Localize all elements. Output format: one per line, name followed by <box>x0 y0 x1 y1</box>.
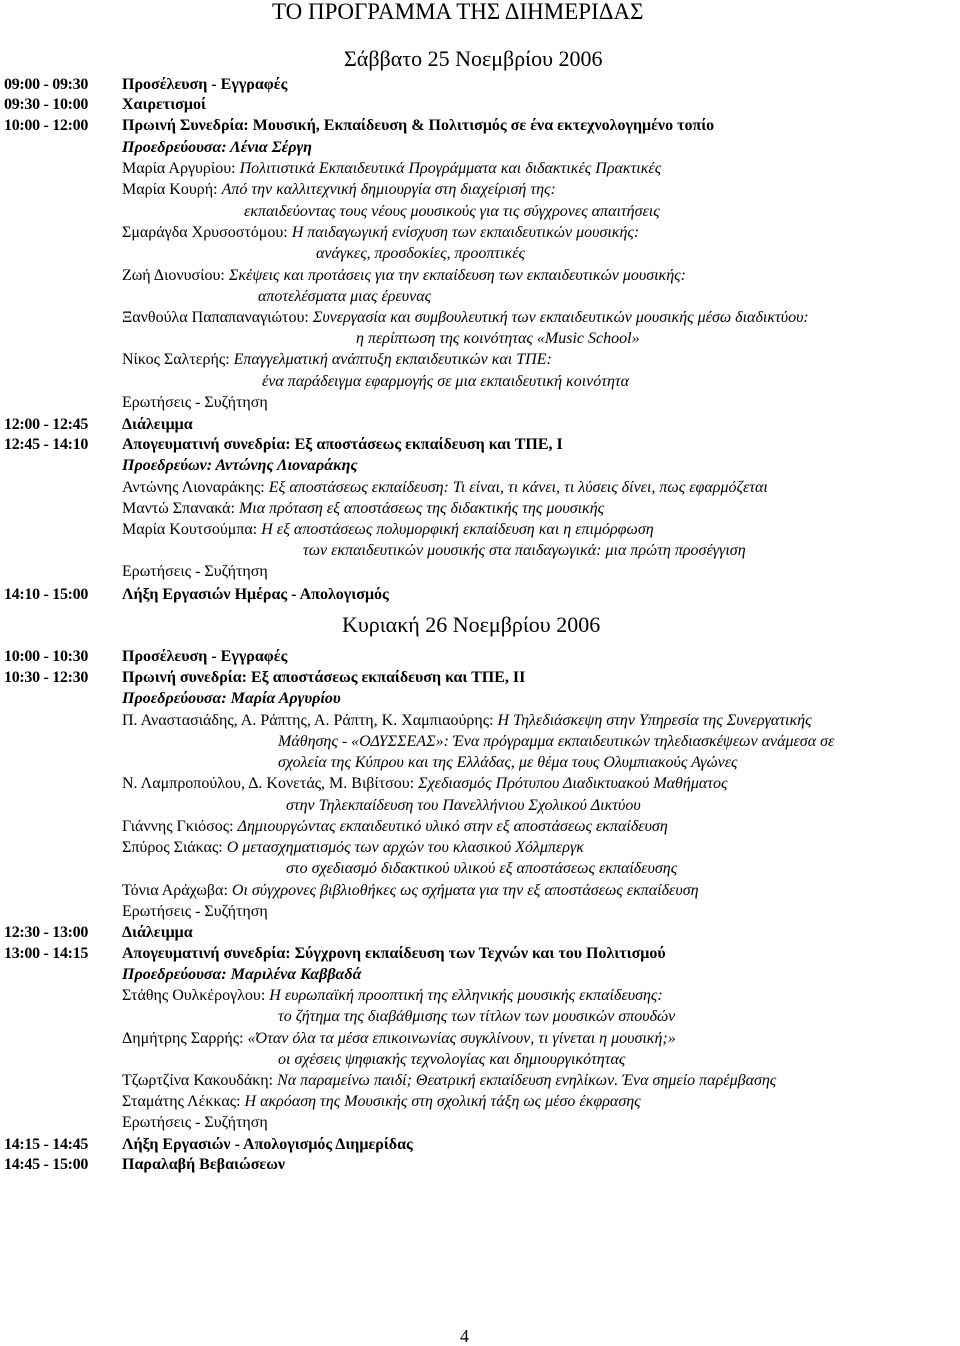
speaker-name: Ζωή Διονυσίου: <box>122 267 225 284</box>
speaker-name: Σταμάτης Λέκκας: <box>122 1093 241 1110</box>
speaker-name: Στάθης Ουλκέρογλου: <box>122 987 266 1004</box>
schedule-item: Διάλειμμα <box>122 416 193 433</box>
speaker-name: Μαρία Κουρή: <box>122 181 218 198</box>
talk-title-cont: η περίπτωση της κοινότητας «Music School» <box>356 330 640 347</box>
talk <box>122 225 639 241</box>
talk-title: Η παιδαγωγική ενίσχυση των εκπαιδευτικών μουσικής: <box>291 224 640 241</box>
talk <box>122 480 768 496</box>
talk-title: Η εξ αποστάσεως πολυμορφική εκπαίδευση και η επιμόρφωση <box>261 521 654 538</box>
speaker-name: Τόνια Αράχωβα: <box>122 882 228 899</box>
talk-title: Η ευρωπαϊκή προοπτική της ελληνικής μουσικής εκπαίδευσης: <box>269 987 663 1004</box>
schedule-item: Προσέλευση - Εγγραφές <box>122 76 288 93</box>
schedule-item: Διάλειμμα <box>122 924 193 941</box>
talk <box>122 522 654 538</box>
session-chair: Προεδρεύουσα: Λένια Σέργη <box>122 139 312 156</box>
talk <box>122 819 668 835</box>
speaker-name: Γιάννης Γκιόσος: <box>122 818 234 835</box>
talk-title: Επαγγελματική ανάπτυξη εκπαιδευτικών και ΤΠΕ: <box>233 351 552 368</box>
time-slot: 12:30 - 13:00 <box>4 924 89 941</box>
session-chair: Προεδρεύουσα: Μαρία Αργυρίου <box>122 690 341 707</box>
talk-title-cont: οι σχέσεις ψηφιακής τεχνολογίας και δημιουργικότητας <box>278 1051 626 1068</box>
talk <box>122 352 552 368</box>
talk-title: Συνεργασία και συμβουλευτική των εκπαιδευτικών μουσικής μέσω διαδικτύου: <box>312 309 809 326</box>
talk-title-cont: των εκπαιδευτικών μουσικής στα παιδαγωγικά: μια πρώτη προσέγγιση <box>303 542 746 559</box>
schedule-item: Παραλαβή Βεβαιώσεων <box>122 1156 286 1173</box>
speaker-name: Σπύρος Σιάκας: <box>122 839 223 856</box>
talk <box>122 840 584 856</box>
talk <box>122 713 812 729</box>
talk <box>122 268 686 284</box>
speaker-name: Μαρία Αργυρίου: <box>122 160 236 177</box>
time-slot: 09:30 - 10:00 <box>4 96 89 113</box>
talk <box>122 161 661 177</box>
talk-title: Πολιτιστικά Εκπαιδευτικά Προγράμματα και διδακτικές Πρακτικές <box>239 160 662 177</box>
speaker-name: Αντώνης Λιοναράκης: <box>122 479 265 496</box>
talk-title: Να παραμείνω παιδί; Θεατρική εκπαίδευση ενηλίκων. Ένα σημείο παρέμβασης <box>277 1072 777 1089</box>
talk-title: Ο μετασχηματισμός των αρχών του κλασικού Χόλμπεργκ <box>226 839 584 856</box>
talk-title: Οι σύγχρονες βιβλιοθήκες ως σχήματα για την εξ αποστάσεως εκπαίδευση <box>231 882 699 899</box>
time-slot: 10:30 - 12:30 <box>4 669 89 686</box>
time-slot: 12:45 - 14:10 <box>4 436 89 453</box>
session-title: Απογευματινή συνεδρία: Εξ αποστάσεως εκπαίδευση και ΤΠΕ, Ι <box>122 436 563 453</box>
talk-title-cont: το ζήτημα της διαβάθμισης των τίτλων των μουσικών σπουδών <box>278 1008 676 1025</box>
time-slot: 14:10 - 15:00 <box>4 586 89 603</box>
talk <box>122 1094 641 1110</box>
time-slot: 14:15 - 14:45 <box>4 1136 89 1153</box>
speaker-name: Δημήτρης Σαρρής: <box>122 1030 244 1047</box>
page-number: 4 <box>460 1326 469 1346</box>
talk-title-cont: εκπαιδεύοντας τους νέους μουσικούς για τις σύγχρονες απαιτήσεις <box>244 203 660 220</box>
time-slot: 14:45 - 15:00 <box>4 1156 89 1173</box>
talk-title-cont: στην Τηλεκπαίδευση του Πανελλήνιου Σχολικού Δικτύου <box>286 797 641 814</box>
talk-title: Εξ αποστάσεως εκπαίδευση: Τι είναι, τι κάνει, τι λύσεις δίνει, πως εφαρμόζεται <box>268 479 768 496</box>
talk <box>122 776 728 792</box>
day1-header: Σάββατο 25 Νοεμβρίου 2006 <box>344 46 603 71</box>
talk-title-cont: ένα παράδειγμα εφαρμογής σε μια εκπαιδευτική κοινότητα <box>262 373 630 390</box>
day2-header: Κυριακή 26 Νοεμβρίου 2006 <box>342 612 601 637</box>
speaker-name: Τζωρτζίνα Κακουδάκη: <box>122 1072 274 1089</box>
talk-title: «Όταν όλα τα μέσα επικοινωνίας συγκλίνουν, τι γίνεται η μουσική;» <box>247 1030 676 1047</box>
session-chair: Προεδρεύουσα: Μαριλένα Καββαδά <box>122 966 362 983</box>
qa-session: Ερωτήσεις - Συζήτηση <box>122 1114 268 1131</box>
talk <box>122 1073 776 1089</box>
talk <box>122 310 809 326</box>
talk-title: Σκέψεις και προτάσεις για την εκπαίδευση των εκπαιδευτικών μουσικής: <box>228 267 686 284</box>
talk-title-cont: στο σχεδιασμό διδακτικού υλικού εξ αποστάσεως εκπαίδευσης <box>286 860 678 877</box>
session-title: Απογευματινή συνεδρία: Σύγχρονη εκπαίδευση των Τεχνών και του Πολιτισμού <box>122 945 666 962</box>
session-title: Πρωινή Συνεδρία: Μουσική, Εκπαίδευση & Πολιτισμός σε ένα εκτεχνολογημένο τοπίο <box>122 117 715 134</box>
speaker-name: Σμαράγδα Χρυσοστόμου: <box>122 224 288 241</box>
talk-title-cont: σχολεία της Κύπρου και της Ελλάδας, με θέμα τους Ολυμπιακούς Αγώνες <box>278 754 738 771</box>
qa-session: Ερωτήσεις - Συζήτηση <box>122 394 268 411</box>
talk-title-cont: Μάθησης - «ΟΔΥΣΣΕΑΣ»: Ένα πρόγραμμα εκπαιδευτικών τηλεδιασκέψεων ανάμεσα σε <box>278 733 835 750</box>
speaker-name: Π. Αναστασιάδης, Α. Ράπτης, Α. Ράπτη, Κ. Χαμπιαούρης: <box>122 712 494 729</box>
talk-title: Η Τηλεδιάσκεψη στην Υπηρεσία της Συνεργατικής <box>497 712 812 729</box>
talk <box>122 501 604 517</box>
schedule-item: Προσέλευση - Εγγραφές <box>122 648 288 665</box>
time-slot: 13:00 - 14:15 <box>4 945 89 962</box>
time-slot: 10:00 - 12:00 <box>4 117 89 134</box>
qa-session: Ερωτήσεις - Συζήτηση <box>122 903 268 920</box>
page-title: ΤΟ ΠΡΟΓΡΑΜΜΑ ΤΗΣ ΔΙΗΜΕΡΙΔΑΣ <box>272 0 644 24</box>
talk <box>122 988 663 1004</box>
talk-title-cont: ανάγκες, προσδοκίες, προοπτικές <box>316 245 525 262</box>
time-slot: 12:00 - 12:45 <box>4 416 89 433</box>
speaker-name: Μαντώ Σπανακά: <box>122 500 235 517</box>
speaker-name: Ξανθούλα Παπαπαναγιώτου: <box>122 309 309 326</box>
qa-session: Ερωτήσεις - Συζήτηση <box>122 563 268 580</box>
time-slot: 10:00 - 10:30 <box>4 648 89 665</box>
talk-title: Μια πρόταση εξ αποστάσεως της διδακτικής της μουσικής <box>238 500 605 517</box>
schedule-item: Λήξη Εργασιών Ημέρας - Απολογισμός <box>122 586 389 603</box>
talk-title: Σχεδιασμός Πρότυπου Διαδικτυακού Μαθήματος <box>418 775 728 792</box>
talk-title: Από την καλλιτεχνική δημιουργία στη διαχείρισή της: <box>221 181 556 198</box>
talk-title: Δημιουργώντας εκπαιδευτικό υλικό στην εξ αποστάσεως εκπαίδευση <box>237 818 668 835</box>
schedule-item: Λήξη Εργασιών - Απολογισμός Διημερίδας <box>122 1136 413 1153</box>
talk <box>122 883 699 899</box>
speaker-name: Μαρία Κουτσούμπα: <box>122 521 258 538</box>
session-chair: Προεδρεύων: Αντώνης Λιοναράκης <box>122 457 358 474</box>
time-slot: 09:00 - 09:30 <box>4 76 89 93</box>
talk-title-cont: αποτελέσματα μιας έρευνας <box>258 288 432 305</box>
session-title: Πρωινή συνεδρία: Εξ αποστάσεως εκπαίδευση και ΤΠΕ, ΙΙ <box>122 669 526 686</box>
speaker-name: Νίκος Σαλτερής: <box>122 351 230 368</box>
talk <box>122 1031 676 1047</box>
talk-title: Η ακρόαση της Μουσικής στη σχολική τάξη ως μέσο έκφρασης <box>244 1093 641 1110</box>
speaker-name: Ν. Λαμπροπούλου, Δ. Κονετάς, Μ. Βιβίτσου: <box>122 775 415 792</box>
schedule-item: Χαιρετισμοί <box>122 96 206 113</box>
talk <box>122 182 556 198</box>
